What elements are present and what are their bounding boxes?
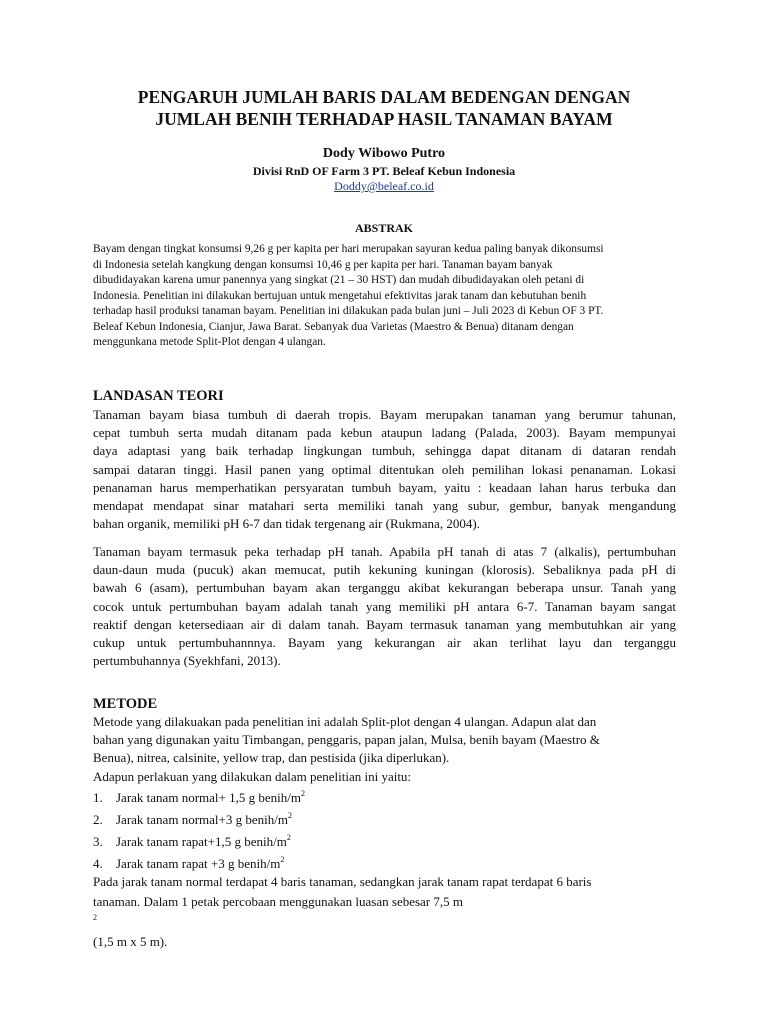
text-line: bahan yang digunakan yaitu Timbangan, penggaris, papan jalan, Mulsa, benih bayam (Maestro & bbox=[93, 732, 600, 748]
abstract-heading: ABSTRAK bbox=[354, 221, 413, 235]
text-line: mendapat mendapat sinar matahari serta memiliki tanah yang subur, gembur, banyak mengandung bbox=[93, 498, 676, 514]
list-text bbox=[116, 831, 291, 853]
superscript: 2 bbox=[280, 855, 285, 864]
treatment-list bbox=[93, 787, 683, 875]
title-line-1: PENGARUH JUMLAH BARIS DALAM BEDENGAN DENGAN bbox=[137, 87, 631, 107]
abstract-line: dibudidayakan karena umur panennya yang singkat (21 – 30 HST) dan mudah dibudidayakan oleh petani di bbox=[93, 274, 585, 286]
text-line: pertumbuhannya (Syekhfani, 2013). bbox=[93, 653, 281, 669]
metode-heading: METODE bbox=[93, 696, 158, 712]
text-line: sampai dataran tinggi. Hasil panen yang optimal ditentukan oleh pemilihan lokasi penanaman. Lokasi bbox=[93, 461, 676, 477]
text-line: bahan organik, memiliki pH 6-7 dan tidak tergenang air (Rukmana, 2004). bbox=[93, 516, 480, 532]
landasan-heading: LANDASAN TEORI bbox=[93, 388, 224, 404]
text-line: Tanaman bayam biasa tumbuh di daerah tropis. Bayam merupakan tanaman yang berumur tahunan, bbox=[93, 407, 676, 422]
list-number: 4. bbox=[93, 856, 103, 871]
paper-title bbox=[60, 86, 708, 130]
abstract-line: Indonesia. Penelitian ini dilakukan bertujuan untuk mengetahui efektivitas jarak tanam dan kebutuhan benih bbox=[93, 289, 587, 302]
landasan-paragraph-2 bbox=[93, 543, 676, 670]
text-line: Adapun perlakuan yang dilakukan dalam penelitian ini yaitu: bbox=[93, 768, 412, 784]
text-line: daun-daun muda (pucuk) akan memucat, putih kekuning kuningan (klorosis). Sebaliknya pada pH di bbox=[93, 562, 676, 578]
author-name: Dody Wibowo Putro bbox=[322, 146, 446, 161]
metode-intro bbox=[93, 713, 676, 786]
text-line: cocok untuk pertumbuhan bayam adalah tanah yang memiliki pH antara 6-7. Tanaman bayam sangat bbox=[93, 598, 676, 614]
text-line: Pada jarak tanam normal terdapat 4 baris tanaman, sedangkan jarak tanam rapat terdapat 6 baris bbox=[93, 874, 592, 889]
text-line: reaktif dengan ketersediaan air di dalam tanah. Bayam termasuk tanaman yang membutuhkan air yang bbox=[93, 616, 676, 632]
text-line: Metode yang dilakuakan pada penelitian ini adalah Split-plot dengan 4 ulangan. Adapun alat dan bbox=[93, 714, 597, 729]
text-line: Tanaman bayam termasuk peka terhadap pH tanah. Apabila pH tanah di atas 7 (alkalis), pertumbuhan bbox=[93, 544, 676, 559]
item-label: Jarak tanam normal+3 g benih/m bbox=[116, 812, 288, 827]
text-line: Benua), nitrea, calsinite, yellow trap, dan pestisida (jika diperlukan). bbox=[93, 750, 450, 766]
email-link[interactable]: Doddy@beleaf.co.id bbox=[334, 179, 434, 193]
abstract-line: Beleaf Kebun Indonesia, Cianjur, Jawa Barat. Sebanyak dua Varietas (Maestro & Benua) ditanam dengan bbox=[93, 320, 574, 333]
abstract-line: menggunkana metode Split-Plot dengan 4 ulangan. bbox=[93, 336, 326, 348]
landasan-paragraph-1 bbox=[93, 406, 676, 533]
superscript: 2 bbox=[286, 833, 291, 842]
text-line: cukup untuk pertumbuhannnya. Bayam yang kekurangan air akan terlihat layu dan terganggu bbox=[93, 635, 676, 651]
list-item bbox=[93, 809, 683, 831]
item-label: Jarak tanam rapat +3 g benih/m bbox=[116, 856, 281, 871]
abstract-line: terhadap hasil produksi tanaman bayam. Penelitian ini dilakukan pada bulan juni – Juli 2023 di Kebun OF 3 PT. bbox=[93, 305, 604, 317]
item-label: Jarak tanam normal+ 1,5 g benih/m bbox=[116, 790, 301, 805]
author-affiliation: Divisi RnD OF Farm 3 PT. Beleaf Kebun Indonesia bbox=[252, 164, 516, 178]
list-number: 1. bbox=[93, 790, 103, 805]
text-line: cepat tumbuh serta mudah ditanam pada kebun ataupun ladang (Palada, 2003). Bayam mempunyai bbox=[93, 425, 676, 441]
text-line: penanaman harus memperhatikan persyaratan tumbuh bayam, yaitu : keadaan lahan harus terbuka dan bbox=[93, 479, 676, 495]
metode-closing bbox=[93, 872, 676, 952]
list-item bbox=[93, 831, 683, 853]
text-line: bawah 6 (asam), pertumbuhan bayam akan terganggu akibat kekurangan beberapa unsur. Tanah yang bbox=[93, 580, 676, 596]
superscript: 2 bbox=[287, 811, 292, 820]
text-line bbox=[93, 892, 676, 952]
superscript: 2 bbox=[93, 913, 97, 922]
list-text bbox=[116, 787, 305, 809]
list-text bbox=[116, 809, 292, 831]
list-item bbox=[93, 787, 683, 809]
item-label: Jarak tanam rapat+1,5 g benih/m bbox=[116, 834, 287, 849]
author-email bbox=[60, 179, 708, 194]
abstract-body bbox=[93, 242, 683, 351]
text-line: daya adaptasi yang baik terhadap lingkungan tumbuh, sehingga dapat ditanam di dataran rendah bbox=[93, 443, 676, 459]
text-segment: tanaman. Dalam 1 petak percobaan menggunakan luasan sebesar 7,5 m bbox=[93, 894, 463, 909]
abstract-line: di Indonesia setelah kangkung dengan konsumsi 10,46 g per kapita per hari. Tanaman bayam banyak bbox=[93, 258, 553, 271]
list-number: 2. bbox=[93, 812, 103, 827]
superscript: 2 bbox=[300, 789, 305, 798]
title-line-2: JUMLAH BENIH TERHADAP HASIL TANAMAN BAYAM bbox=[155, 109, 613, 129]
text-segment: (1,5 m x 5 m). bbox=[93, 934, 168, 949]
abstract-line: Bayam dengan tingkat konsumsi 9,26 g per kapita per hari merupakan sayuran kedua paling banyak dikonsumsi bbox=[93, 243, 604, 255]
list-number: 3. bbox=[93, 834, 103, 849]
